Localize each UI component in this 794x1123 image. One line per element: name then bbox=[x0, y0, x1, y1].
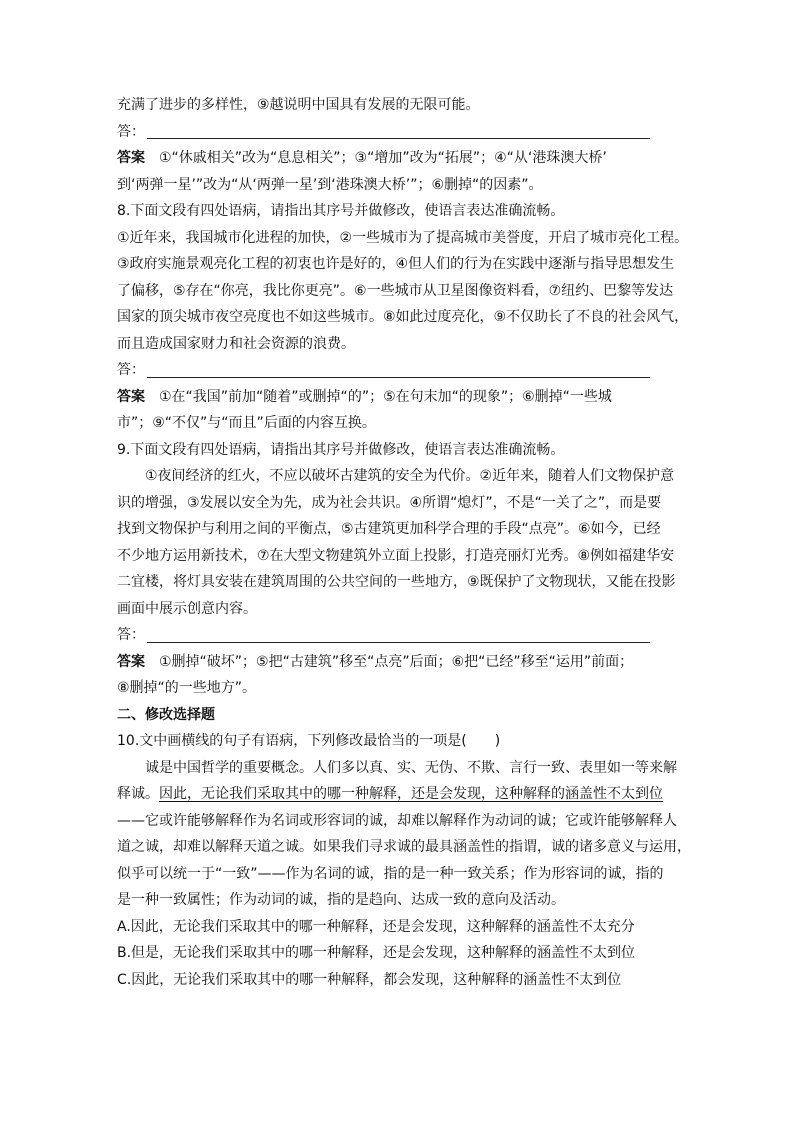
q9-passage-line: 不少地方运用新技术，⑦在大型文物建筑外立面上投影，打造亮丽灯光秀。⑧例如福建华安 bbox=[117, 547, 675, 564]
answer-blank-line[interactable] bbox=[147, 624, 650, 643]
q10-passage-line: 是一种一致属性；作为动词的诚，指的是趋向、达成一致的意向及活动。 bbox=[117, 892, 565, 908]
q10-passage-line: 道之诚，却难以解释天道之诚。如果我们寻求诚的最具涵盖性的指谓，诚的诸多意义与运用， bbox=[117, 839, 691, 855]
answer-blank-line[interactable] bbox=[147, 359, 650, 378]
q9-passage-line: 画面中展示创意内容。 bbox=[117, 600, 257, 617]
q9-answer-line-1: 答案 ①删掉“破坏”；⑤把“古建筑”移至“点亮”后面；⑥把“已经”移至“运用”前面； bbox=[117, 653, 634, 670]
answer-label: 答案 bbox=[117, 653, 145, 670]
q8-title: 8.下面文段有四处语病，请指出其序号并做修改，使语言表达准确流畅。 bbox=[117, 203, 565, 219]
q8-answer-field[interactable] bbox=[117, 357, 677, 384]
q10-option-b[interactable]: B.但是，无论我们采取其中的哪一种解释，还是会发现，这种解释的涵盖性不太到位 bbox=[117, 945, 636, 961]
underlined-sentence: 因此，无论我们采取其中的哪一种解释，还是会发现，这种解释的涵盖性不太到位 bbox=[159, 786, 663, 802]
q7-passage-tail: 充满了进步的多样性，⑨越说明中国具有发展的无限可能。 bbox=[117, 97, 480, 113]
q8-answer-line-1: 答案 ①在“我国”前加“随着”或删掉“的”；⑤在句末加“的现象”；⑥删掉“一些城 bbox=[117, 388, 612, 405]
q8-passage-line: 而且造成国家财力和社会资源的浪费。 bbox=[117, 335, 355, 352]
q8-answer-line-2: 市”；⑨“不仅”与“而且”后面的内容互换。 bbox=[117, 415, 376, 431]
q9-passage-line: 找到文物保护与利用之间的平衡点，⑤古建筑更加科学合理的手段“点亮”。⑥如今，已经 bbox=[117, 521, 661, 537]
q10-option-a[interactable]: A.因此，无论我们采取其中的哪一种解释，还是会发现，这种解释的涵盖性不太充分 bbox=[117, 918, 635, 935]
answer-blank-line[interactable] bbox=[147, 120, 650, 139]
answer-label: 答案 bbox=[117, 150, 145, 166]
answer-prompt: 答： bbox=[117, 627, 145, 643]
q10-passage-line: 似乎可以统一于“一致”——作为名词的诚，指的是一种一致关系；作为形容词的诚，指的 bbox=[117, 865, 664, 882]
q9-answer-line-2: ⑧删掉“的一些地方”。 bbox=[117, 680, 257, 696]
q9-passage-line: 二宜楼，将灯具安装在建筑周围的公共空间的一些地方，⑨既保护了文物现状，又能在投影 bbox=[117, 574, 676, 590]
q10-passage-line: 释诚。因此，无论我们采取其中的哪一种解释，还是会发现，这种解释的涵盖性不太到位 bbox=[117, 786, 663, 802]
q10-passage-line: 诚是中国哲学的重要概念。人们多以真、实、无伪、不欺、言行一致、表里如一等来解 bbox=[145, 759, 677, 776]
document-page bbox=[117, 92, 691, 993]
q7-answer-field[interactable] bbox=[117, 119, 677, 146]
q9-title: 9.下面文段有四处语病，请指出其序号并做修改，使语言表达准确流畅。 bbox=[117, 441, 565, 458]
q10-title: 10.文中画横线的句子有语病，下列修改最恰当的一项是( ) bbox=[117, 733, 501, 749]
q8-passage-line: ③政府实施景观亮化工程的初衷也许是好的，④但人们的行为在实践中逐渐与指导思想发生 bbox=[117, 256, 675, 272]
q8-passage-line: 了偏移，⑤存在“你亮，我比你更亮”。⑥一些城市从卫星图像资料看，⑦纽约、巴黎等发达 bbox=[117, 282, 674, 299]
q9-passage-line: ①夜间经济的红火，不应以破坏古建筑的安全为代价。②近年来，随着人们文物保护意 bbox=[145, 468, 675, 484]
q7-answer-line-1: 答案 ①“休戚相关”改为“息息相关”；③“增加”改为“拓展”；④“从‘港珠澳大桥’ bbox=[117, 150, 607, 166]
q8-passage-line: ①近年来，我国城市化进程的加快，②一些城市为了提高城市美誉度，开启了城市亮化工程。 bbox=[117, 229, 689, 246]
q9-passage-line: 识的增强，③发展以安全为先，成为社会共识。④所谓“熄灯”，不是“一关了之”，而是要 bbox=[117, 494, 662, 511]
q10-passage-line: ——它或许能够解释作为名词或形容词的诚，却难以解释作为动词的诚；它或许能够解释人 bbox=[117, 812, 677, 829]
q10-option-c[interactable]: C.因此，无论我们采取其中的哪一种解释，都会发现，这种解释的涵盖性不太到位 bbox=[117, 971, 622, 988]
section-heading: 二、修改选择题 bbox=[117, 706, 215, 723]
q9-answer-field[interactable] bbox=[117, 622, 677, 649]
answer-prompt: 答： bbox=[117, 123, 145, 140]
q7-answer-line-2: 到‘两弹一星’”改为“从‘两弹一星’到‘港珠澳大桥’”；⑥删掉“的因素”。 bbox=[117, 176, 543, 193]
answer-prompt: 答： bbox=[117, 362, 145, 378]
answer-label: 答案 bbox=[117, 388, 145, 405]
q8-passage-line: 国家的顶尖城市夜空亮度也不如这些城市。⑧如此过度亮化，⑨不仅助长了不良的社会风气， bbox=[117, 309, 689, 325]
